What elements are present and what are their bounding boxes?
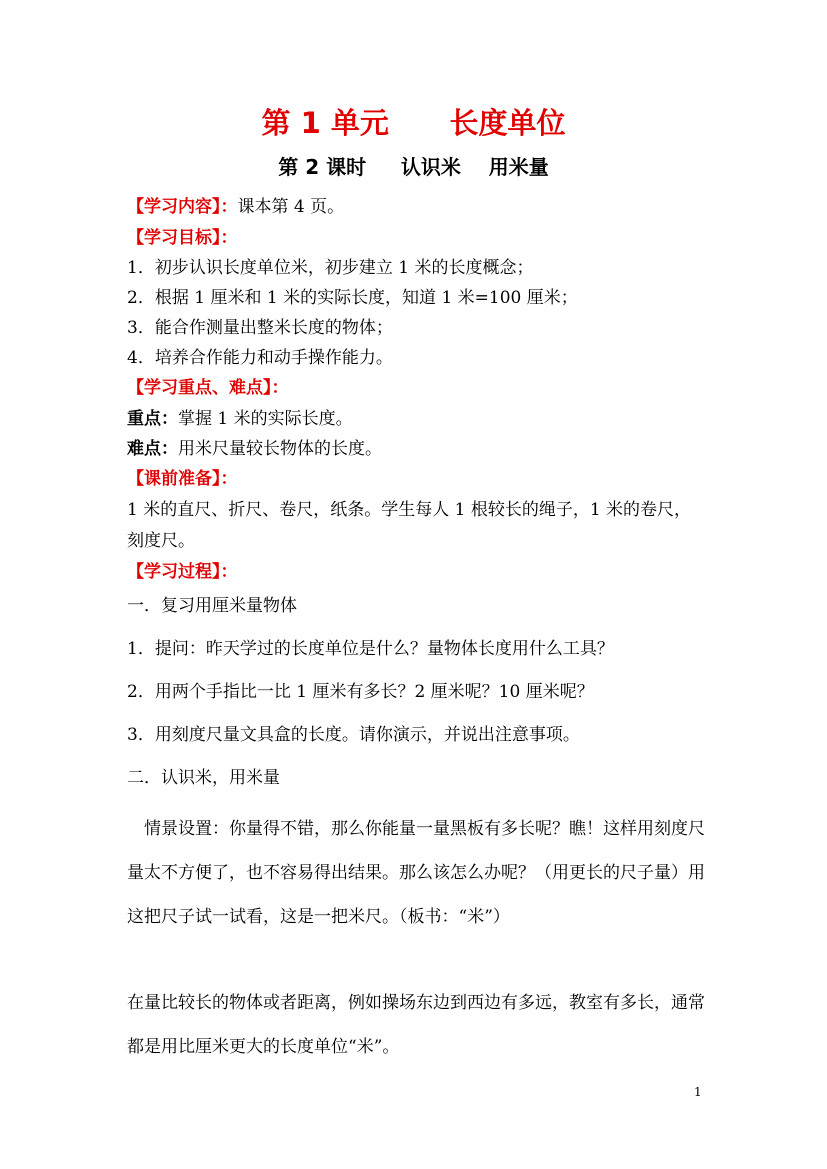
goals-heading: 【学习目标】：: [127, 228, 238, 248]
key-point-line: [127, 406, 707, 432]
difficult-point-line: [127, 436, 707, 462]
prep-heading: 【课前准备】：: [127, 469, 238, 489]
difficult-point-text: 用米尺量较长物体的长度。: [178, 439, 382, 459]
keypoints-heading: 【学习重点、难点】：: [127, 378, 289, 398]
goal-item: 4．培养合作能力和动手操作能力。: [127, 348, 393, 368]
content-text: 课本第 4 页。: [237, 197, 345, 217]
process-heading: 【学习过程】：: [127, 562, 238, 582]
part1-item: 3．用刻度尺量文具盒的长度。请你演示，并说出注意事项。: [127, 725, 580, 745]
prep-line: [127, 466, 707, 492]
key-point-text: 掌握 1 米的实际长度。: [178, 409, 353, 429]
prep-text: 1 米的直尺、折尺、卷尺，纸条。学生每人 1 根较长的绳子，1 米的卷尺，刻度尺。: [127, 500, 692, 551]
process-line: [127, 559, 707, 585]
page-number: 1: [694, 1085, 702, 1099]
part1-item: 2．用两个手指比一比 1 厘米有多长？2 厘米呢？10 厘米呢？: [127, 682, 594, 702]
content-heading: 【学习内容】：: [127, 197, 238, 217]
unit-title: 第 1 单元 长度单位: [261, 106, 566, 140]
distance-paragraph: 在量比较长的物体或者距离，例如操场东边到西边有多远，教室有多长，通常都是用比厘米更大的长度单位“米”。: [127, 993, 705, 1057]
goal-item: 3．能合作测量出整米长度的物体；: [127, 318, 393, 338]
content-line: [127, 194, 707, 220]
lesson-subtitle: 第 2 课时 认识米 用米量: [278, 155, 549, 179]
goal-item: 2．根据 1 厘米和 1 米的实际长度，知道 1 米=100 厘米；: [127, 288, 578, 308]
keypoints-line: [127, 375, 707, 401]
part1-title: 一．复习用厘米量物体: [127, 596, 297, 616]
goal-item: 1．初步认识长度单位米，初步建立 1 米的长度概念；: [127, 258, 534, 278]
part1-item: 1．提问：昨天学过的长度单位是什么？量物体长度用什么工具？: [127, 639, 614, 659]
difficult-point-label: 难点：: [127, 439, 178, 459]
goals-line: [127, 225, 707, 251]
part2-title: 二．认识米，用米量: [127, 768, 280, 788]
scenario-paragraph: 情景设置：你量得不错，那么你能量一量黑板有多长呢？瞧！这样用刻度尺量太不方便了，也不容易得出结果。那么该怎么办呢？（用更长的尺子量）用这把尺子试一试看，这是一把米尺。（板书：“米”）: [127, 819, 705, 927]
key-point-label: 重点：: [127, 409, 178, 429]
